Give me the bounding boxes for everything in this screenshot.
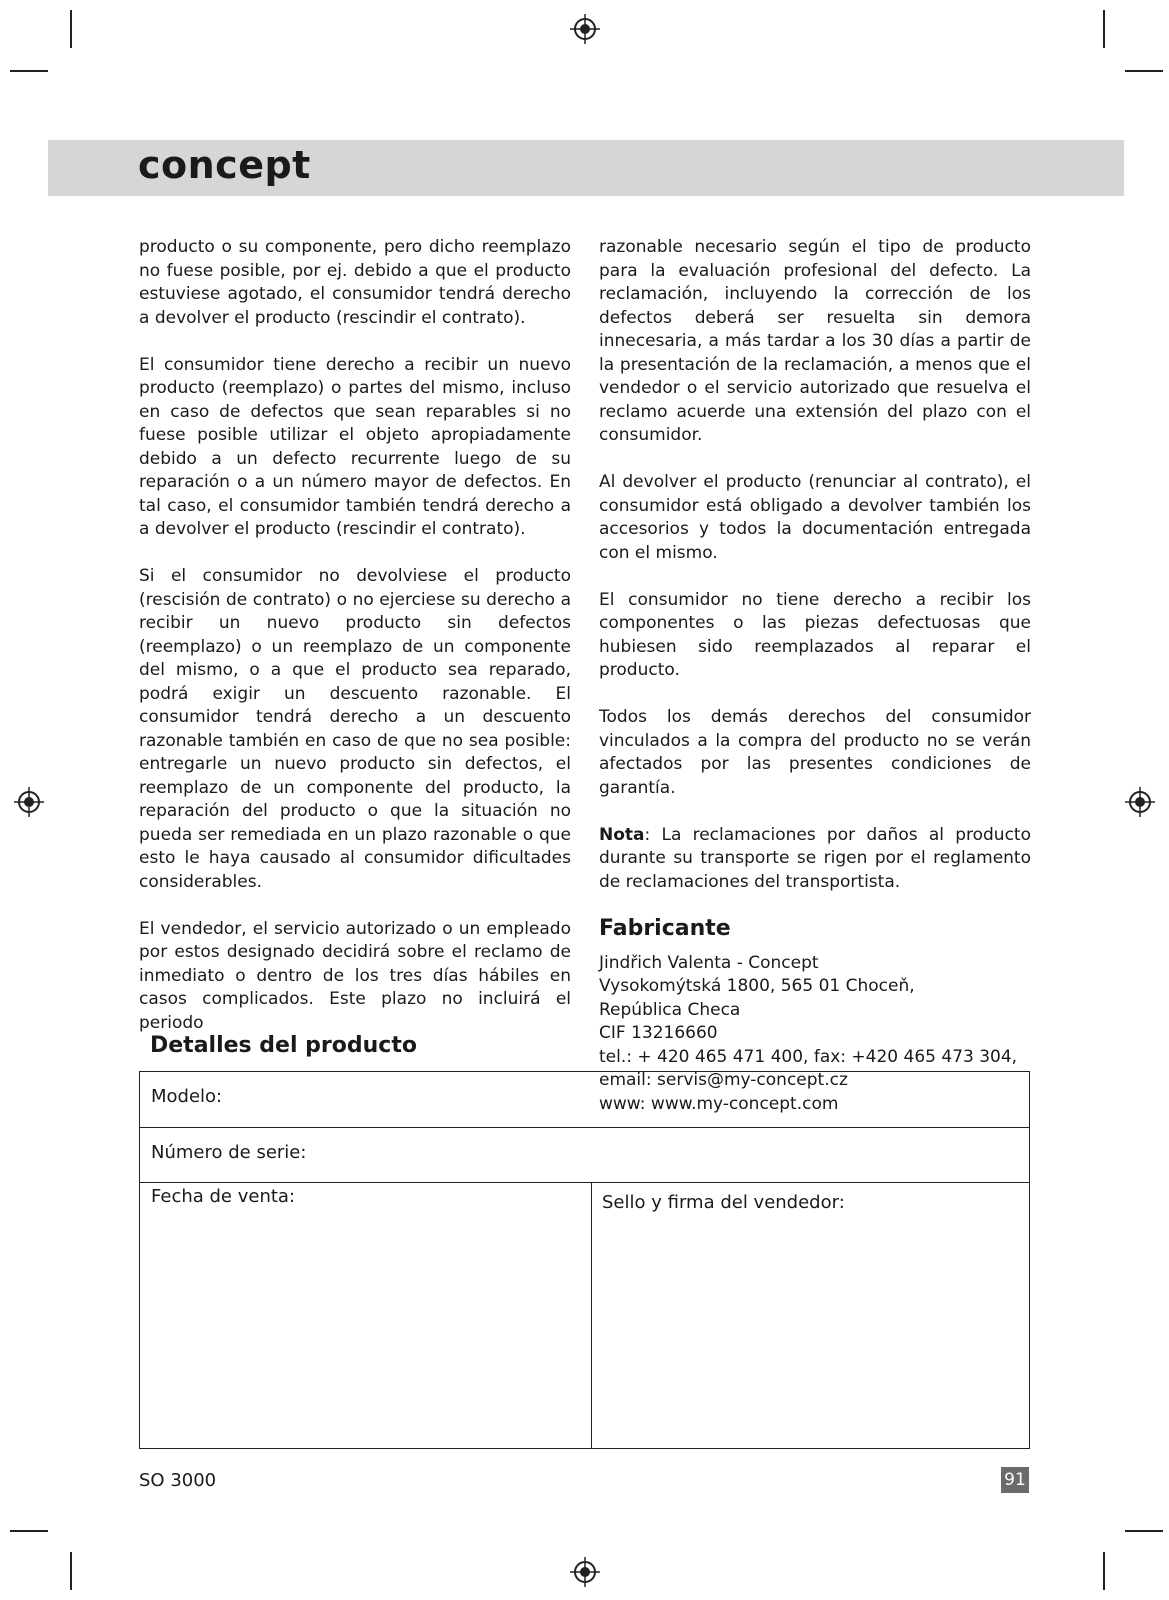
registration-mark-icon bbox=[570, 1557, 600, 1587]
footer-model: SO 3000 bbox=[139, 1470, 217, 1491]
crop-mark bbox=[10, 1530, 48, 1532]
crop-mark bbox=[70, 1552, 72, 1590]
product-details-title: Detalles del producto bbox=[150, 1033, 417, 1058]
crop-mark bbox=[70, 10, 72, 48]
paragraph: El consumidor no tiene derecho a recibir los componentes o las piezas defectuosas que hubiesen sido reemplazados al reparar el producto. bbox=[599, 589, 1031, 680]
note-paragraph bbox=[599, 824, 1031, 895]
crop-mark bbox=[10, 70, 48, 72]
sale-date-field-label[interactable]: Fecha de venta: bbox=[151, 1186, 296, 1207]
serial-number-field-label[interactable]: Número de serie: bbox=[151, 1142, 307, 1163]
paragraph: Todos los demás derechos del consumidor vinculados a la compra del producto no se verán afectados por las presentes condiciones de garantía. bbox=[599, 707, 1031, 798]
manufacturer-email[interactable]: email: servis@my-concept.cz bbox=[599, 1070, 848, 1090]
crop-mark bbox=[1103, 10, 1105, 48]
brand-logo: concept bbox=[138, 143, 311, 187]
paragraph: El vendedor, el servicio autorizado o un empleado por estos designado decidirá sobre el reclamo de inmediato o dentro de los tres días hábiles en casos complicados. Este plazo no incluirá el periodo bbox=[139, 918, 571, 1033]
divider bbox=[140, 1127, 1029, 1128]
paragraph: razonable necesario según el tipo de producto para la evaluación profesional del defecto. La reclamación, incluyendo la corrección de los defectos deberá ser resuelta sin demora innecesaria, a más tardar a los 30 días a partir de la presentación de la reclamación, a menos que el vendedor o el servicio autorizado que resuelva el reclamo acuerde una extensión del plazo con el consumidor. bbox=[599, 237, 1031, 445]
note-text: : La reclamaciones por daños al producto durante su transporte se rigen por el reglamento de reclamaciones del transportista. bbox=[599, 824, 1031, 892]
divider bbox=[140, 1182, 1029, 1183]
crop-mark bbox=[1103, 1552, 1105, 1590]
page-number: 91 bbox=[1001, 1467, 1029, 1493]
manufacturer-line: CIF 13216660 bbox=[599, 1023, 718, 1043]
left-column bbox=[139, 236, 571, 1059]
seller-stamp-field-label[interactable]: Sello y firma del vendedor: bbox=[602, 1192, 845, 1213]
manufacturer-website[interactable]: www: www.my-concept.com bbox=[599, 1093, 839, 1114]
crop-mark bbox=[1125, 70, 1163, 72]
model-field-label[interactable]: Modelo: bbox=[151, 1086, 223, 1107]
manufacturer-heading: Fabricante bbox=[599, 915, 731, 941]
manufacturer-line: tel.: + 420 465 471 400, fax: +420 465 473 304, bbox=[599, 1046, 1018, 1067]
product-details-form bbox=[139, 1071, 1030, 1449]
paragraph: Al devolver el producto (renunciar al contrato), el consumidor está obligado a devolver también los accesorios y todos la documentación entregada con el mismo. bbox=[599, 472, 1031, 563]
registration-mark-icon bbox=[14, 787, 44, 817]
manufacturer-line: Jindřich Valenta - Concept bbox=[599, 952, 819, 973]
right-column bbox=[599, 236, 1031, 1116]
paragraph: Si el consumidor no devolviese el producto (rescisión de contrato) o no ejerciese su derecho a recibir un nuevo producto sin defectos (reemplazo) o un reemplazo de un componente del mismo, o a que el producto sea reparado, podrá exigir un descuento razonable. El consumidor tendrá derecho a un descuento razonable también en caso de que no sea posible: entregarle un nuevo producto sin defectos, el reemplazo de un componente del producto, la reparación del producto o que la situación no pueda ser remediada en un plazo razonable o que esto le haya causado al consumidor dificultades considerables. bbox=[139, 566, 571, 892]
paragraph: El consumidor tiene derecho a recibir un nuevo producto (reemplazo) o partes del mismo, incluso en caso de defectos que sean reparables si no fuese posible utilizar el objeto apropiadamente debido a un defecto recurrente luego de su reparación o a un número mayor de defectos. En tal caso, el consumidor también tendrá derecho a a devolver el producto (rescindir el contrato). bbox=[139, 354, 571, 539]
registration-mark-icon bbox=[570, 14, 600, 44]
paragraph: producto o su componente, pero dicho reemplazo no fuese posible, por ej. debido a que el producto estuviese agotado, el consumidor tendrá derecho a devolver el producto (rescindir el contrato). bbox=[139, 237, 571, 328]
manufacturer-line: República Checa bbox=[599, 999, 741, 1020]
note-label: Nota bbox=[599, 824, 645, 845]
crop-mark bbox=[1125, 1530, 1163, 1532]
manufacturer-line: Vysokomýtská 1800, 565 01 Choceň, bbox=[599, 976, 915, 996]
registration-mark-icon bbox=[1125, 787, 1155, 817]
divider bbox=[591, 1183, 592, 1448]
